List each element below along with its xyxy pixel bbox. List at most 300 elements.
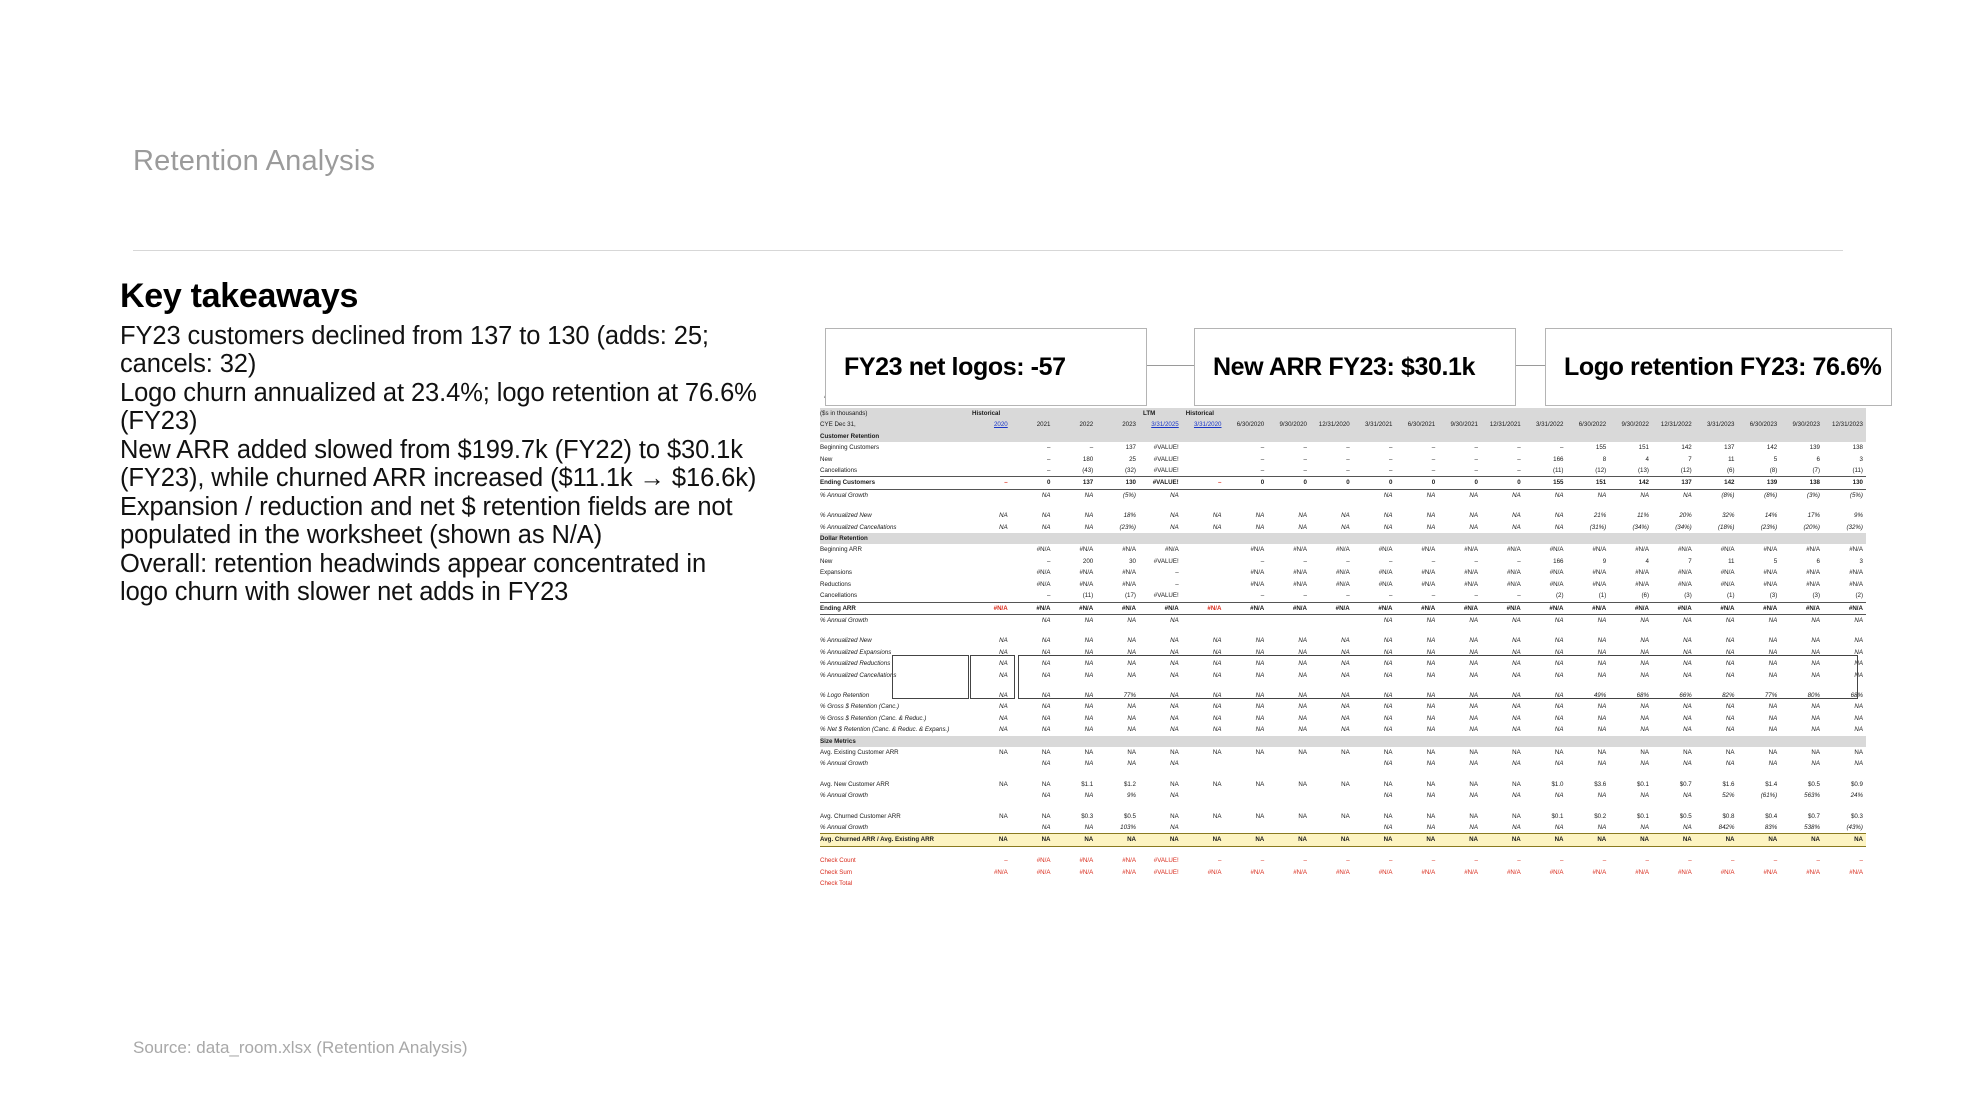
- cell-annual: NA: [1041, 523, 1051, 531]
- table-row: [820, 442, 1866, 453]
- source-note: Source: data_room.xlsx (Retention Analysis): [133, 1038, 468, 1057]
- cell-annual: #N/A: [1122, 569, 1136, 577]
- cell-quarter: –: [1560, 857, 1564, 865]
- cell-quarter: NA: [1652, 834, 1695, 846]
- row-label: % Annualized Cancellations: [820, 523, 897, 531]
- row-label: New: [820, 455, 833, 463]
- cell-quarter: NA: [1298, 637, 1307, 645]
- cell-quarter: NA: [1469, 714, 1478, 722]
- cell-annual: (23%): [1119, 523, 1136, 531]
- cell-quarter: NA: [1255, 726, 1265, 734]
- cell-quarter: 138: [1852, 444, 1863, 452]
- cell-quarter: NA: [1640, 703, 1649, 711]
- cell-quarter: #N/A: [1378, 580, 1393, 588]
- cell-quarter: NA: [1554, 512, 1564, 520]
- col-header-quarter: 12/31/2022: [1652, 419, 1695, 430]
- col-header-quarter: 9/30/2021: [1438, 419, 1481, 430]
- cell-quarter: NA: [1811, 714, 1820, 722]
- cell-quarter: 130: [1823, 477, 1866, 489]
- cell-annual: #N/A: [1122, 857, 1136, 865]
- cell-ltm: #VALUE!: [1153, 455, 1179, 463]
- cell-quarter: (23%): [1760, 523, 1778, 531]
- cell-ltm: NA: [1170, 812, 1179, 820]
- cell-annual: NA: [1084, 648, 1094, 656]
- cell-quarter: (12): [1680, 467, 1692, 475]
- cell-quarter: #N/A: [1635, 580, 1649, 588]
- cell-quarter: NA: [1725, 760, 1735, 768]
- cell-quarter: NA: [1383, 760, 1393, 768]
- cell-quarter: 6: [1816, 557, 1820, 565]
- cell-annual: NA: [1041, 726, 1051, 734]
- cell-quarter: NA: [1725, 648, 1735, 656]
- spacer-row: [820, 802, 1866, 811]
- cell-quarter: –: [1260, 467, 1265, 475]
- cell-quarter: NA: [1597, 671, 1607, 679]
- cell-quarter: NA: [1298, 660, 1307, 668]
- row-label: Expansions: [820, 569, 852, 577]
- cell-annual: NA: [999, 523, 1008, 531]
- cell-quarter: NA: [1811, 748, 1820, 756]
- col-header-quarter: 3/31/2022: [1524, 419, 1567, 430]
- cell-quarter: –: [1303, 444, 1307, 452]
- cell-quarter: #N/A: [1609, 602, 1652, 614]
- cell-quarter: NA: [1426, 671, 1436, 679]
- cell-annual: NA: [1041, 671, 1051, 679]
- cell-ltm: [1139, 878, 1182, 889]
- cell-quarter: [1225, 878, 1268, 889]
- cell-annual: NA: [1127, 671, 1136, 679]
- cell-ltm: #VALUE!: [1153, 592, 1179, 600]
- cell-quarter: NA: [1811, 616, 1820, 624]
- cell-quarter: NA: [1255, 748, 1265, 756]
- col-header-quarter: 9/30/2020: [1267, 419, 1310, 430]
- col-header-quarter: 6/30/2021: [1396, 419, 1439, 430]
- cell-quarter: NA: [1212, 648, 1222, 656]
- cell-quarter: 9: [1602, 557, 1607, 565]
- row-label: % Annual Growth: [820, 491, 868, 499]
- cell-quarter: 142: [1609, 477, 1652, 489]
- cell-quarter: [1182, 465, 1225, 477]
- col-header-quarter: 3/31/2023: [1695, 419, 1738, 430]
- table-row: [820, 822, 1866, 834]
- cell-quarter: (61%): [1760, 792, 1778, 800]
- cell-quarter: NA: [1310, 834, 1353, 846]
- spacer-row: [820, 681, 1866, 690]
- cell-quarter: NA: [1383, 726, 1393, 734]
- cell-quarter: –: [1260, 444, 1265, 452]
- callout-fy23-net-logos[interactable]: [825, 328, 1147, 406]
- col-header-quarter: 9/30/2023: [1780, 419, 1823, 430]
- cell-quarter: NA: [1255, 671, 1265, 679]
- cell-quarter: NA: [1640, 616, 1649, 624]
- cell-quarter: (5%): [1849, 491, 1863, 499]
- cell-annual: NA: [1041, 660, 1051, 668]
- cell-quarter: NA: [1341, 637, 1350, 645]
- cell-quarter: (3): [1812, 592, 1820, 600]
- cell-quarter: NA: [1597, 726, 1607, 734]
- cell-quarter: –: [1431, 467, 1436, 475]
- cell-annual: [1054, 878, 1097, 889]
- table-row: [820, 489, 1866, 501]
- cell-quarter: $3.6: [1594, 780, 1607, 788]
- cell-quarter: #N/A: [1293, 569, 1307, 577]
- cell-quarter: NA: [1554, 491, 1564, 499]
- cell-quarter: NA: [1212, 703, 1222, 711]
- cell-annual: NA: [1127, 648, 1136, 656]
- cell-quarter: #N/A: [1635, 569, 1649, 577]
- cell-quarter: –: [1517, 455, 1521, 463]
- table-row: [820, 713, 1866, 724]
- cell-ltm: –: [1175, 580, 1179, 588]
- row-label: % Gross $ Retention (Canc. & Reduc.): [820, 714, 927, 722]
- cell-annual: –: [1047, 455, 1051, 463]
- cell-quarter: NA: [1854, 660, 1863, 668]
- cell-quarter: [1182, 544, 1225, 555]
- retention-worksheet[interactable]: [820, 390, 1866, 955]
- table-period-header-row: [820, 419, 1866, 430]
- cell-quarter: –: [1389, 467, 1393, 475]
- cell-ltm: NA: [1170, 824, 1179, 831]
- cell-quarter: 80%: [1807, 691, 1820, 699]
- cell-quarter: (32%): [1846, 523, 1863, 531]
- cell-quarter: NA: [1512, 523, 1521, 531]
- cell-quarter: NA: [1383, 671, 1393, 679]
- cell-annual: 9%: [1127, 792, 1136, 800]
- cell-quarter: –: [1645, 857, 1649, 865]
- cell-quarter: NA: [1597, 760, 1607, 768]
- cell-quarter: 166: [1553, 455, 1564, 463]
- cell-quarter: NA: [1212, 637, 1222, 645]
- cell-annual: [968, 579, 1011, 590]
- table-row: [820, 779, 1866, 790]
- cell-quarter: 11: [1728, 455, 1735, 463]
- cell-quarter: NA: [1212, 726, 1222, 734]
- row-label: % Annualized Cancellations: [820, 671, 897, 679]
- cell-quarter: #N/A: [1464, 546, 1478, 554]
- cell-ltm: #VALUE!: [1153, 444, 1179, 452]
- cell-quarter: NA: [1426, 703, 1436, 711]
- cell-ltm: NA: [1170, 760, 1179, 768]
- section-fill: [968, 736, 1866, 747]
- col-header-annual: 2020: [968, 419, 1011, 430]
- cell-quarter: NA: [1255, 780, 1265, 788]
- cell-quarter: NA: [1426, 714, 1436, 722]
- cell-quarter: #N/A: [1421, 868, 1436, 876]
- cell-quarter: [1225, 489, 1268, 501]
- cell-quarter: (13): [1637, 467, 1649, 475]
- cell-quarter: 166: [1553, 557, 1564, 565]
- cell-annual: –: [1004, 857, 1008, 865]
- cell-annual: [968, 567, 1011, 578]
- takeaway-item: Expansion / reduction and net $ retention fields are not populated in the worksheet (shown as N/A): [120, 492, 733, 550]
- cell-quarter: NA: [1512, 616, 1521, 624]
- cell-quarter: $0.3: [1850, 812, 1863, 820]
- cell-annual: NA: [1127, 748, 1136, 756]
- cell-annual: NA: [1054, 834, 1097, 846]
- takeaway-item: Overall: retention headwinds appear concentrated in logo churn with slower net adds in FY23: [120, 549, 707, 607]
- cell-quarter: (6): [1726, 467, 1735, 475]
- cell-quarter: 137: [1724, 444, 1735, 452]
- cell-annual: (11): [1082, 592, 1094, 600]
- callout-logo-retention-fy23[interactable]: [1545, 328, 1892, 406]
- cell-quarter: #N/A: [1250, 580, 1265, 588]
- cell-quarter: NA: [1768, 748, 1778, 756]
- cell-quarter: NA: [1768, 648, 1778, 656]
- cell-annual: NA: [1084, 792, 1094, 800]
- cell-quarter: #N/A: [1763, 868, 1778, 876]
- cell-quarter: –: [1731, 857, 1735, 865]
- cell-quarter: [1353, 878, 1396, 889]
- cell-quarter: NA: [1597, 616, 1607, 624]
- cell-quarter: $0.5: [1679, 812, 1692, 820]
- cell-quarter: #N/A: [1293, 580, 1307, 588]
- cell-quarter: #N/A: [1378, 569, 1393, 577]
- cell-quarter: (3): [1769, 592, 1778, 600]
- cell-quarter: #N/A: [1806, 546, 1820, 554]
- cell-quarter: NA: [1683, 616, 1692, 624]
- cell-quarter: NA: [1469, 491, 1478, 499]
- table-row: [820, 701, 1866, 712]
- cell-quarter: NA: [1683, 726, 1692, 734]
- row-label: % Annualized New: [820, 637, 872, 645]
- cell-quarter: $1.6: [1722, 780, 1735, 788]
- cell-ltm: #N/A: [1164, 546, 1179, 554]
- cell-annual: NA: [1041, 691, 1051, 699]
- cell-quarter: 0: [1310, 477, 1353, 489]
- cell-quarter: –: [1474, 467, 1478, 475]
- cell-quarter: NA: [1341, 780, 1350, 788]
- row-label: Cancellations: [820, 592, 858, 600]
- cell-quarter: NA: [1640, 760, 1649, 768]
- cell-quarter: #N/A: [1421, 580, 1436, 588]
- cell-quarter: NA: [1225, 834, 1268, 846]
- table-row: [820, 522, 1866, 533]
- row-label: Avg. Churned Customer ARR: [820, 812, 901, 820]
- callout-connector-2: [1516, 365, 1545, 366]
- cell-annual: #N/A: [1036, 868, 1051, 876]
- cell-annual: NA: [1041, 703, 1051, 711]
- retention-table: [820, 408, 1866, 890]
- cell-quarter: NA: [1683, 792, 1692, 800]
- cell-annual: NA: [1084, 824, 1094, 831]
- cell-quarter: NA: [1512, 660, 1521, 668]
- cell-quarter: 137: [1652, 477, 1695, 489]
- takeaway-item: FY23 customers declined from 137 to 130 (adds: 25; cancels: 32): [120, 321, 709, 379]
- cell-quarter: NA: [1811, 703, 1820, 711]
- cell-quarter: NA: [1426, 660, 1436, 668]
- cell-quarter: NA: [1725, 748, 1735, 756]
- cell-quarter: 83%: [1764, 824, 1778, 831]
- cell-quarter: –: [1431, 857, 1436, 865]
- key-takeaways-panel: [120, 275, 760, 607]
- cell-quarter: NA: [1683, 714, 1692, 722]
- table-row: [820, 647, 1866, 658]
- cell-quarter: NA: [1725, 671, 1735, 679]
- cell-ltm: #VALUE!: [1153, 868, 1179, 876]
- row-label: New: [820, 557, 833, 565]
- cell-annual: #N/A: [1122, 868, 1136, 876]
- cell-quarter: NA: [1383, 512, 1393, 520]
- cell-quarter: [1267, 614, 1310, 626]
- cell-quarter: NA: [1811, 726, 1820, 734]
- cell-quarter: –: [1389, 857, 1393, 865]
- cell-quarter: –: [1389, 557, 1393, 565]
- cell-quarter: [1182, 758, 1225, 769]
- cell-quarter: NA: [1597, 491, 1607, 499]
- cell-quarter: 4: [1645, 557, 1649, 565]
- cell-quarter: (20%): [1803, 523, 1820, 531]
- cell-quarter: #N/A: [1438, 602, 1481, 614]
- cell-quarter: NA: [1854, 760, 1863, 768]
- cell-annual: (32): [1124, 467, 1136, 475]
- cell-quarter: –: [1560, 444, 1564, 452]
- cell-quarter: #N/A: [1635, 546, 1649, 554]
- cell-quarter: NA: [1298, 648, 1307, 656]
- cell-quarter: –: [1816, 857, 1820, 865]
- cell-annual: [968, 442, 1011, 453]
- cell-quarter: NA: [1469, 726, 1478, 734]
- cell-quarter: 17%: [1807, 512, 1820, 520]
- cell-quarter: $0.4: [1765, 812, 1778, 820]
- cell-quarter: #N/A: [1720, 569, 1735, 577]
- cell-ltm: NA: [1170, 792, 1179, 800]
- cell-ltm: –: [1175, 569, 1179, 577]
- row-label: Ending Customers: [820, 477, 968, 489]
- cell-annual: [968, 878, 1011, 889]
- cell-quarter: NA: [1212, 748, 1222, 756]
- cell-quarter: #N/A: [1524, 602, 1567, 614]
- cell-quarter: –: [1346, 592, 1350, 600]
- cell-quarter: #N/A: [1849, 546, 1863, 554]
- cell-quarter: NA: [1695, 834, 1738, 846]
- cell-quarter: [1225, 614, 1268, 626]
- cell-quarter: 139: [1738, 477, 1781, 489]
- cell-ltm: NA: [1170, 616, 1179, 624]
- cell-quarter: NA: [1854, 637, 1863, 645]
- cell-quarter: NA: [1512, 714, 1521, 722]
- cell-annual: NA: [1127, 660, 1136, 668]
- table-row: [820, 602, 1866, 614]
- cell-quarter: NA: [1298, 812, 1307, 820]
- cell-annual: (5%): [1122, 491, 1136, 499]
- cell-annual: NA: [1084, 616, 1094, 624]
- cell-quarter: NA: [1554, 691, 1564, 699]
- cell-annual: #N/A: [1036, 546, 1051, 554]
- cell-ltm: NA: [1170, 660, 1179, 668]
- cell-quarter: 142: [1766, 444, 1778, 452]
- cell-annual: NA: [999, 812, 1008, 820]
- cell-annual: 0: [1011, 477, 1054, 489]
- cell-annual: NA: [1041, 648, 1051, 656]
- cell-quarter: NA: [1426, 648, 1436, 656]
- col-header-quarter: 6/30/2023: [1738, 419, 1781, 430]
- cell-quarter: 142: [1681, 444, 1692, 452]
- takeaway-item: Logo churn annualized at 23.4%; logo retention at 76.6% (FY23): [120, 378, 757, 436]
- cell-annual: #N/A: [1079, 569, 1094, 577]
- cell-quarter: NA: [1298, 523, 1307, 531]
- cell-quarter: #N/A: [1310, 602, 1353, 614]
- spacer-row: [820, 626, 1866, 635]
- cell-quarter: #N/A: [1549, 546, 1564, 554]
- cell-quarter: NA: [1554, 637, 1564, 645]
- cell-quarter: NA: [1383, 616, 1393, 624]
- col-header-quarter: 3/31/2020: [1182, 419, 1225, 430]
- cell-annual: NA: [1127, 726, 1136, 734]
- cell-quarter: NA: [1512, 748, 1521, 756]
- cell-quarter: NA: [1426, 760, 1436, 768]
- cell-quarter: NA: [1554, 671, 1564, 679]
- cell-quarter: #N/A: [1421, 569, 1436, 577]
- cell-quarter: NA: [1383, 691, 1393, 699]
- cell-quarter: #N/A: [1250, 569, 1265, 577]
- cell-annual: NA: [1127, 760, 1136, 768]
- callout-new-arr-fy23[interactable]: [1194, 328, 1516, 406]
- cell-annual: NA: [1084, 760, 1094, 768]
- cell-annual: #N/A: [1036, 857, 1051, 865]
- col-header-annual: 2022: [1054, 419, 1097, 430]
- cell-quarter: NA: [1554, 792, 1564, 800]
- cell-quarter: 68%: [1636, 691, 1649, 699]
- cell-quarter: NA: [1609, 834, 1652, 846]
- cell-quarter: –: [1389, 444, 1393, 452]
- cell-quarter: NA: [1341, 748, 1350, 756]
- cell-quarter: #N/A: [1806, 580, 1820, 588]
- cell-quarter: #N/A: [1335, 546, 1350, 554]
- cell-ltm: NA: [1170, 703, 1179, 711]
- cell-annual: NA: [1127, 703, 1136, 711]
- cell-quarter: NA: [1341, 812, 1350, 820]
- cell-quarter: 7: [1688, 455, 1692, 463]
- cell-annual: #N/A: [1122, 546, 1136, 554]
- cell-quarter: #N/A: [1592, 546, 1607, 554]
- row-label: % Annualized New: [820, 512, 872, 520]
- cell-quarter: NA: [1426, 691, 1436, 699]
- col-header-annual: 2023: [1096, 419, 1139, 430]
- cell-ltm: #VALUE!: [1153, 557, 1179, 565]
- cell-quarter: [1310, 758, 1353, 769]
- cell-quarter: #N/A: [1250, 546, 1265, 554]
- cell-quarter: NA: [1383, 812, 1393, 820]
- cell-quarter: NA: [1255, 648, 1265, 656]
- cell-quarter: #N/A: [1293, 868, 1307, 876]
- cell-quarter: #N/A: [1677, 580, 1692, 588]
- cell-quarter: NA: [1768, 660, 1778, 668]
- cell-annual: NA: [1084, 512, 1094, 520]
- cell-annual: [1096, 878, 1139, 889]
- cell-quarter: NA: [1426, 512, 1436, 520]
- cell-annual: NA: [1041, 616, 1051, 624]
- cell-quarter: –: [1260, 592, 1265, 600]
- cell-quarter: –: [1346, 455, 1350, 463]
- cell-quarter: –: [1773, 857, 1778, 865]
- row-label: Beginning Customers: [820, 444, 880, 452]
- cell-quarter: #N/A: [1592, 868, 1607, 876]
- cell-quarter: #N/A: [1378, 546, 1393, 554]
- cell-quarter: (34%): [1632, 523, 1649, 531]
- cell-quarter: #N/A: [1464, 868, 1478, 876]
- cell-quarter: NA: [1768, 637, 1778, 645]
- cell-annual: [968, 544, 1011, 555]
- cell-quarter: 151: [1638, 444, 1649, 452]
- table-row: [820, 724, 1866, 735]
- cell-quarter: NA: [1212, 714, 1222, 722]
- cell-quarter: 139: [1809, 444, 1820, 452]
- cell-quarter: 66%: [1679, 691, 1692, 699]
- cell-annual: 137: [1125, 444, 1136, 452]
- cell-ltm: NA: [1170, 491, 1179, 499]
- cell-quarter: #N/A: [1549, 569, 1564, 577]
- cell-quarter: [1310, 489, 1353, 501]
